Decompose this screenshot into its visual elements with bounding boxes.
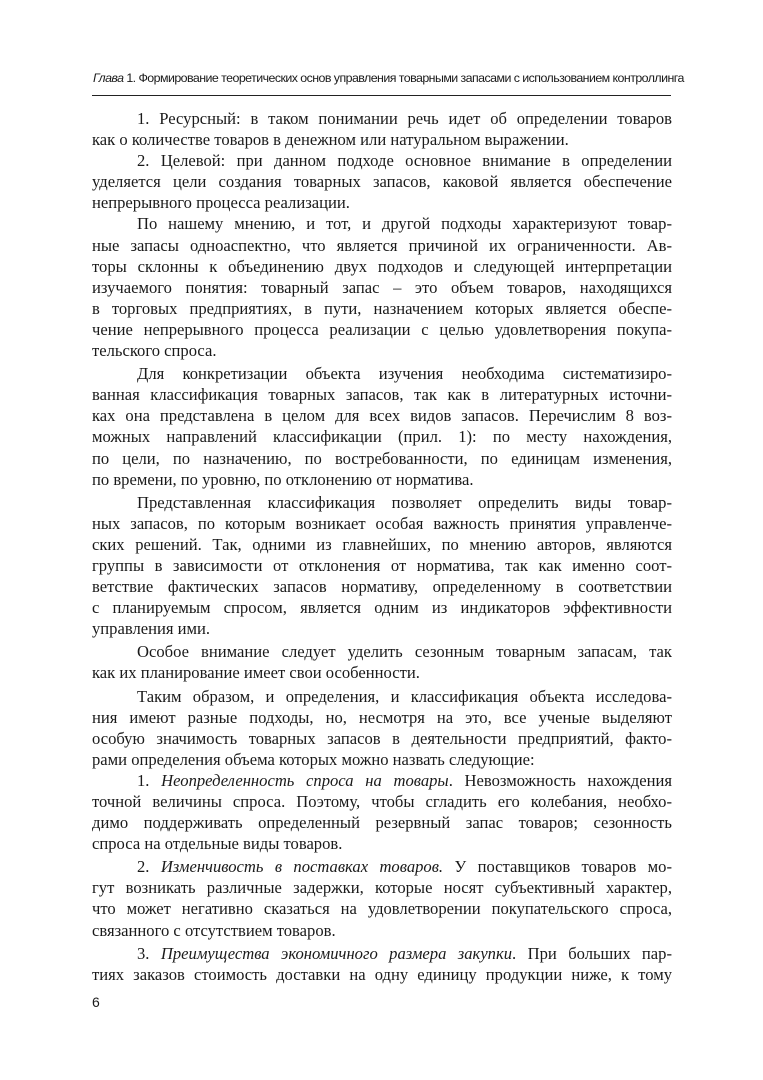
italic-term: Неопределенность спроса на товары (161, 770, 449, 790)
text-line: тельского спроса. (92, 341, 217, 361)
text-line: Для конкретизации объекта изучения необходима систематизиро- (137, 364, 672, 384)
text-line: уделяется цели создания товарных запасов, каковой является обеспечение (92, 172, 672, 192)
text-line: точной величины спроса. Поэтому, чтобы сгладить его колебания, необхо- (92, 792, 672, 811)
text-line: спроса на отдельные виды товаров. (92, 834, 343, 854)
text-line (92, 770, 672, 791)
text-line: ных запасов, по которым возникает особая важность принятия управленче- (92, 513, 672, 533)
chapter-label: Глава (93, 71, 124, 85)
item-number: 3. (137, 943, 161, 963)
item-number: 1. (137, 770, 162, 790)
text-line: гут возникать различные задержки, которые носят субъективный характер, (92, 878, 672, 898)
text-line: торы склонны к объединению двух подходов и следующей интерпретации (92, 256, 672, 276)
text-line: по времени, по уровню, по отклонению от норматива. (92, 469, 474, 489)
running-header (93, 70, 684, 86)
text-line: как о количестве товаров в денежном или натуральном выражении. (92, 130, 569, 150)
text-line: как их планирование имеет свои особенности. (92, 663, 420, 683)
item-text: . При больших пар- (512, 943, 672, 963)
text-line: группы в зависимости от отклонения от норматива, так как именно соот- (92, 555, 672, 575)
text-line: Таким образом, и определения, и классификация объекта исследова- (137, 686, 672, 706)
text-line: рами определения объема которых можно назвать следующие: (92, 749, 535, 769)
text-line: что может негативно сказаться на удовлетворении покупательского спроса, (92, 899, 672, 919)
text-line (92, 943, 672, 964)
text-line: ках она представлена в целом для всех видов запасов. Перечислим 8 воз- (92, 406, 672, 426)
text-line: можных направлений классификации (прил. 1): по месту нахождения, (92, 427, 672, 447)
text-line: непрерывного процесса реализации. (92, 193, 350, 213)
text-line: связанного с отсутствием товаров. (92, 920, 336, 940)
text-line: в торговых предприятиях, в пути, назначением которых является обеспе- (92, 298, 672, 318)
text-line: ванная классификация товарных запасов, так как в литературных источни- (92, 385, 672, 405)
text-line: 1. Ресурсный: в таком понимании речь идет об определении товаров (137, 109, 672, 128)
text-line: ные запасы одноаспектно, что является причиной их ограниченности. Ав- (92, 235, 672, 255)
text-line: 2. Целевой: при данном подходе основное внимание в определении (137, 151, 672, 171)
text-line: чение непрерывного процесса реализации с целью удовлетворения покупа- (92, 319, 672, 339)
text-line: Представленная классификация позволяет определить виды товар- (137, 492, 672, 512)
text-line: димо поддерживать определенный резервный запас товаров; сезонность (92, 813, 672, 833)
body-text (92, 108, 672, 985)
italic-term: Изменчивость в поставках товаров. (160, 857, 444, 877)
text-line: управления ими. (92, 619, 211, 639)
text-line: ских решений. Так, одними из главнейших, по мнению авторов, являются (92, 534, 672, 554)
item-text: У поставщиков товаров мо- (443, 857, 673, 877)
text-line: ветствие фактических запасов нормативу, определенному в соответствии (92, 577, 672, 597)
chapter-title: 1. Формирование теоретических основ управления товарными запасами с использованием контроллинга (123, 71, 684, 85)
text-line: ния имеют разные подходы, но, несмотря на это, все ученые выделяют (92, 707, 672, 727)
text-line: особую значимость товарных запасов в деятельности предприятий, факто- (92, 728, 672, 748)
item-text: . Невозможность нахождения (448, 770, 673, 790)
page-number: 6 (92, 994, 100, 1010)
italic-term: Преимущества экономичного размера закупки (160, 943, 513, 963)
text-line: Особое внимание следует уделить сезонным товарным запасам, так (137, 642, 672, 662)
text-line: изучаемого понятия: товарный запас – это объем товаров, находящихся (92, 277, 672, 297)
item-number: 2. (137, 857, 161, 877)
header-rule (92, 95, 671, 96)
text-line: По нашему мнению, и тот, и другой подходы характеризуют товар- (137, 214, 672, 234)
text-line (92, 856, 672, 877)
text-line: тиях заказов стоимость доставки на одну единицу продукции ниже, к тому (92, 964, 672, 984)
text-line: по цели, по назначению, по востребованности, по единицам изменения, (92, 448, 672, 468)
text-line: с планируемым спросом, является одним из индикаторов эффективности (92, 598, 672, 618)
